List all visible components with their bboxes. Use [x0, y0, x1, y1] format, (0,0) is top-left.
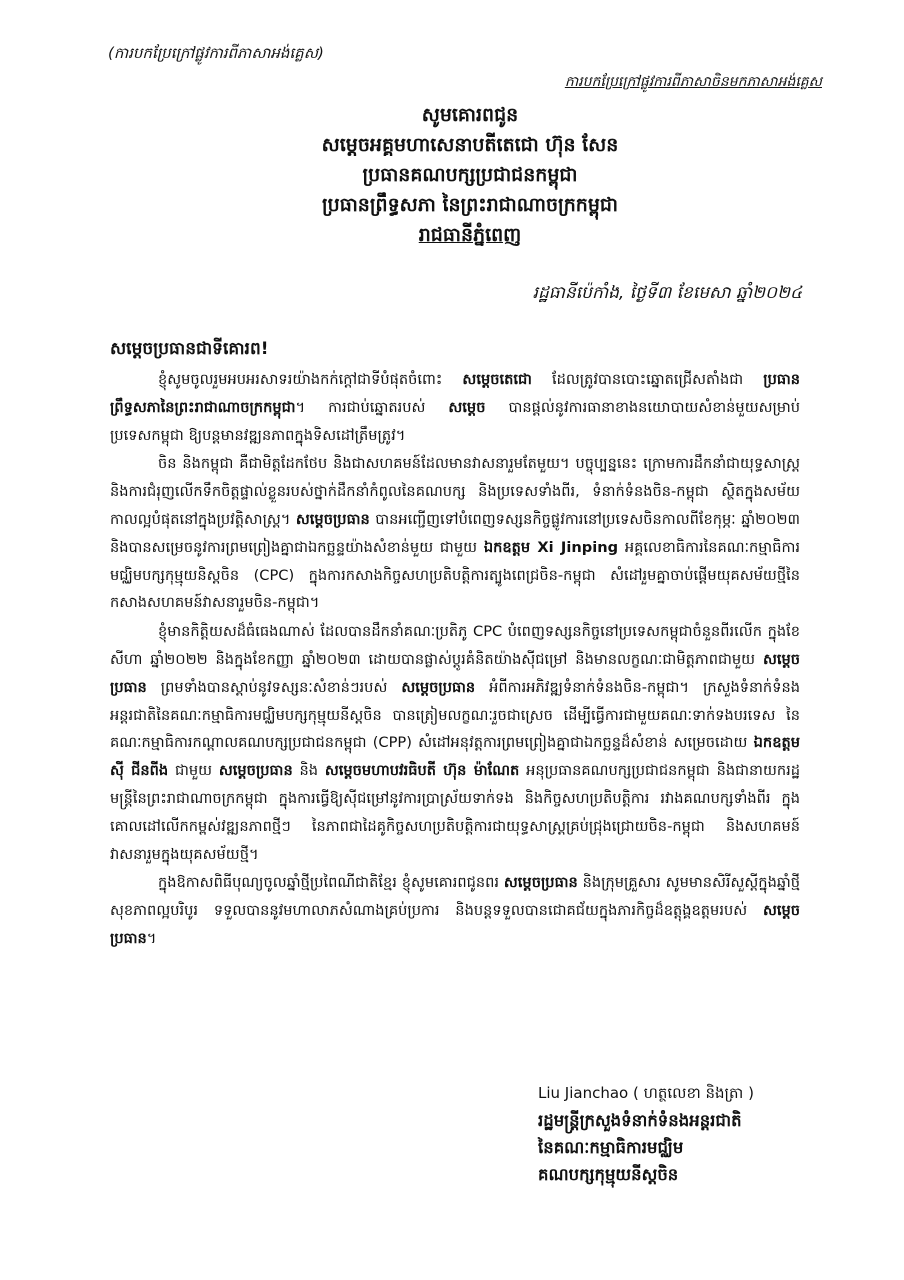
signer-title-2: នៃគណៈកម្មាធិការមជ្ឈិម — [538, 1138, 684, 1157]
signer-name: Liu Jianchao — [538, 1084, 629, 1102]
signature-block — [538, 1080, 754, 1188]
signer-title-1: រដ្ឋមន្ត្រីក្រសួងទំនាក់ទំនងអន្តរជាតិ — [538, 1111, 742, 1130]
translation-note-chinese: ការបកប្រែក្រៅផ្លូវការពីភាសាចិនមកភាសាអង់គ្លេស — [564, 74, 822, 90]
signer-row — [538, 1080, 754, 1107]
letter-body — [110, 366, 800, 954]
paragraph-1: ខ្ញុំសូមចូលរួមអបអរសាទរយ៉ាងកក់ក្ដៅជាទីបំផុតចំពោះ សម្តេចតេជោ ដែលត្រូវបានបោះឆ្នោតជ្រើសតាំងជា ប្រធានព្រឹទ្ធសភានៃព្រះរាជាណាចក្រកម្ពុជា។ ការជាប់ឆ្នោតរបស់ សម្តេច បានផ្តល់នូវការធានាខាងនយោបាយសំខាន់មួយសម្រាប់ប្រទេសកម្ពុជា ឱ្យបន្តមានវឌ្ឍនភាពក្នុងទិសដៅត្រឹមត្រូវ។ — [110, 371, 800, 444]
recipient-greeting: សូមគោរពជូន — [421, 104, 519, 126]
paragraph-4: ក្នុងឱកាសពិធីបុណ្យចូលឆ្នាំថ្មីប្រពៃណីជាតិខ្មែរ ខ្ញុំសូមគោរពជូនពរ សម្តេចប្រធាន និងក្រុមគ្រួសារ សូមមានសិរីសួស្តីក្នុងឆ្នាំថ្មី សុខភាពល្អបរិបូរ ទទួលបាននូវមហាលាភសំណាងគ្រប់ប្រការ និងបន្តទទួលបានជោគជ័យក្នុងភារកិច្ចដ៏ឧត្តុង្គឧត្តមរបស់ សម្តេចប្រធាន។ — [110, 874, 800, 947]
recipient-title-party: ប្រធានគណបក្សប្រជាជនកម្ពុជា — [362, 164, 578, 186]
letter-date: រដ្ឋធានីប៉េកាំង, ថ្ងៃទី៣ ខែមេសា ឆ្នាំ២០២៤ — [532, 283, 802, 303]
recipient-city: រាជធានីភ្នំពេញ — [418, 224, 522, 246]
signature-note: ( ហត្ថលេខា និងត្រា ) — [633, 1084, 754, 1102]
signer-title-3: គណបក្សកុម្មុយនីស្តចិន — [538, 1165, 679, 1184]
recipient-name: សម្តេចអគ្គមហាសេនាបតីតេជោ ហ៊ុន សែន — [321, 134, 619, 156]
recipient-title-senate: ប្រធានព្រឹទ្ធសភា នៃព្រះរាជាណាចក្រកម្ពុជា — [322, 194, 618, 216]
paragraph-2: ចិន និងកម្ពុជា គឺជាមិត្តដែកថែប និងជាសហគមន៍ដែលមានវាសនារួមតែមួយ។ បច្ចុប្បន្ននេះ ក្រោមការដឹកនាំជាយុទ្ធសាស្ត្រ និងការជំរុញលើកទឹកចិត្តផ្ទាល់ខ្លួនរបស់ថ្នាក់ដឹកនាំកំពូលនៃគណបក្ស និងប្រទេសទាំងពីរ, ទំនាក់ទំនងចិន-កម្ពុជា ស្ថិតក្នុងសម័យកាលល្អបំផុតនៅក្នុងប្រវត្តិសាស្ត្រ។ សម្តេចប្រធាន បានអញ្ជើញទៅបំពេញទស្សនកិច្ចផ្លូវការនៅប្រទេសចិនកាលពីខែកុម្ភៈ ឆ្នាំ២០២៣ និងបានសម្រេចនូវការព្រមព្រៀងគ្នាជាឯកច្ឆន្ទយ៉ាងសំខាន់មួយ ជាមួយ ឯកឧត្តម Xi Jinping អគ្គលេខាធិការនៃគណៈកម្មាធិការមជ្ឈិមបក្សកុម្មុយនិស្តចិន (CPC) ក្នុងការកសាងកិច្ចសហប្រតិបត្តិការត្បូងពេជ្រចិន-កម្ពុជា សំដៅរួមគ្នាចាប់ផ្តើមយុគសម័យថ្មីនៃកសាងសហគមន៍វាសនារួមចិន-កម្ពុជា។ — [110, 455, 800, 612]
salutation: សម្តេចប្រធានជាទីគោរព! — [110, 339, 269, 359]
translation-note: (ការបកប្រែក្រៅផ្លូវការពីភាសាអង់គ្លេស) — [108, 44, 324, 62]
paragraph-3: ខ្ញុំមានកិត្តិយសដ៏ធំធេងណាស់ ដែលបានដឹកនាំគណៈប្រតិភូ CPC បំពេញទស្សនកិច្ចនៅប្រទេសកម្ពុជាចំនួនពីរលើក ក្នុងខែសីហា ឆ្នាំ២០២២ និងក្នុងខែកញ្ញា ឆ្នាំ២០២៣ ដោយបានផ្លាស់ប្តូរគំនិតយ៉ាងស៊ីជម្រៅ និងមានលក្ខណៈជាមិត្តភាពជាមួយ សម្តេចប្រធាន ព្រមទាំងបានស្តាប់នូវទស្សនៈសំខាន់ៗរបស់ សម្តេចប្រធាន អំពីការអភិវឌ្ឍទំនាក់ទំនងចិន-កម្ពុជា។ ក្រសួងទំនាក់ទំនងអន្តរជាតិនៃគណៈកម្មាធិការមជ្ឈិមបក្សកុម្មុយនីស្តចិន បានត្រៀមលក្ខណៈរួចជាស្រេច ដើម្បីធ្វើការជាមួយគណៈទាក់ទងបរទេស នៃគណៈកម្មាធិការកណ្តាលគណបក្សប្រជាជនកម្ពុជា (CPP) សំដៅអនុវត្តការព្រមព្រៀងគ្នាជាឯកច្ឆន្ទដ៏សំខាន់ សម្រេចដោយ ឯកឧត្តម ស៊ី ជីនពីង ជាមួយ សម្តេចប្រធាន និង សម្តេចមហាបវរធិបតី ហ៊ុន ម៉ាណែត អនុប្រធានគណបក្សប្រជាជនកម្ពុជា និងជានាយករដ្ឋមន្ត្រីនៃព្រះរាជាណាចក្រកម្ពុជា ក្នុងការធ្វើឱ្យស៊ីជម្រៅនូវការប្រាស្រ័យទាក់ទង និងកិច្ចសហប្រតិបត្តិការ រវាងគណបក្សទាំងពីរ ក្នុងគោលដៅលើកកម្ពស់វឌ្ឍនភាពថ្មីៗ នៃភាពជាដៃគូកិច្ចសហប្រតិបត្តិការជាយុទ្ធសាស្ត្រគ្រប់ជ្រុងជ្រោយចិន-កម្ពុជា និងសហគមន៍វាសនារួមក្នុងយុគសម័យថ្មី។ — [110, 623, 801, 863]
recipient-block — [170, 100, 770, 250]
